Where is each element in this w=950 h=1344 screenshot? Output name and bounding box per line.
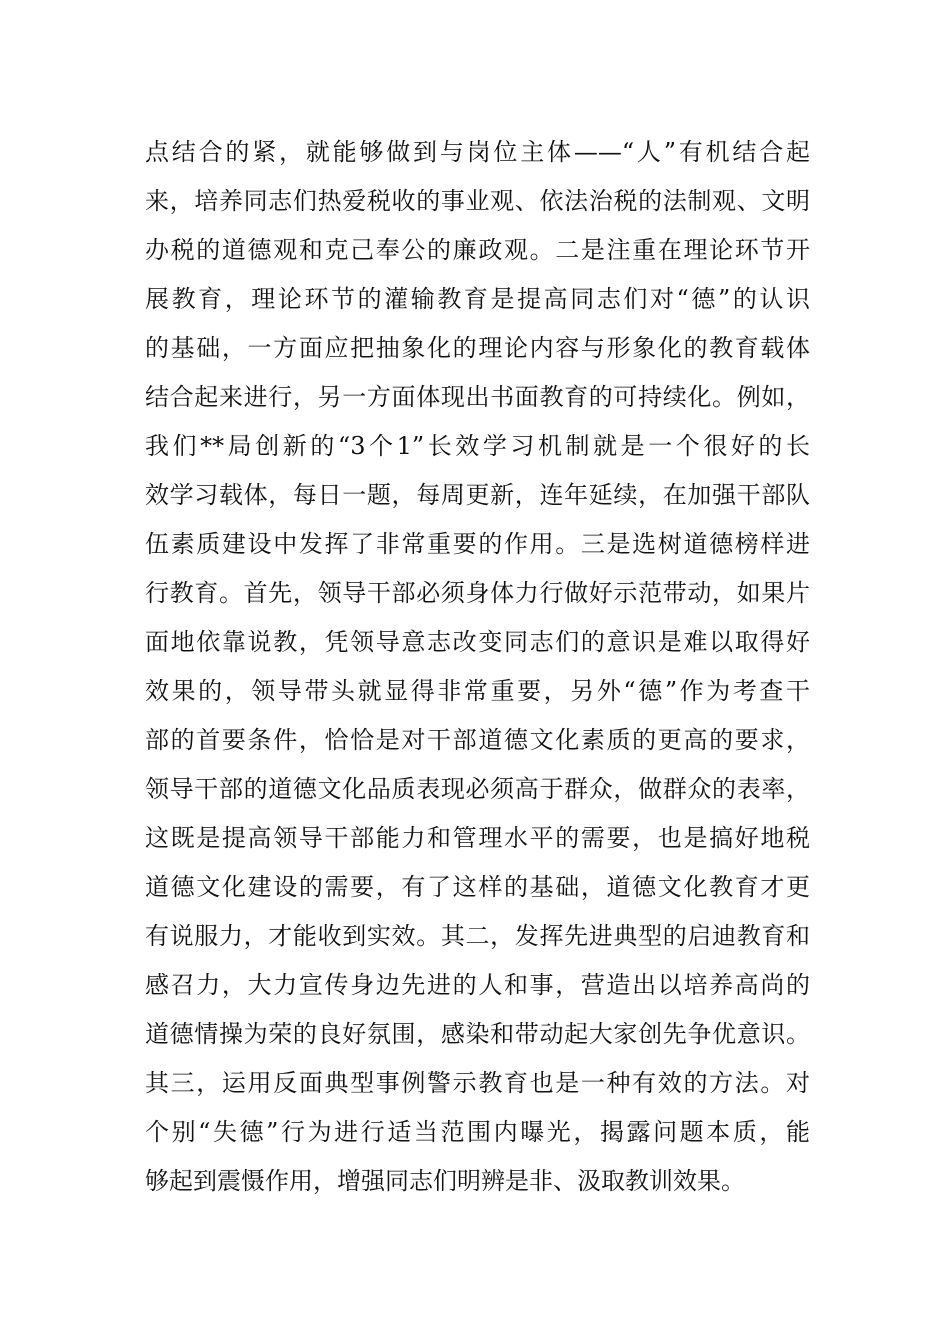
- text-line-18: 感召力，大力宣传身边先进的人和事，营造出以培养高尚的: [145, 971, 810, 999]
- text-line-4: 展教育，理论环节的灌输教育是提高同志们对“德”的认识: [145, 285, 810, 313]
- text-line-1: 点结合的紧，就能够做到与岗位主体——“人”有机结合起: [145, 138, 810, 166]
- text-line-19: 道德情操为荣的良好氛围，感染和带动起大家创先争优意识。: [145, 1020, 810, 1048]
- text-line-8: 效学习载体，每日一题，每周更新，连年延续，在加强干部队: [145, 481, 810, 509]
- text-line-15: 这既是提高领导干部能力和管理水平的需要，也是搞好地税: [145, 824, 810, 852]
- text-line-21: 个别“失德”行为进行适当范围内曝光，揭露问题本质，能: [145, 1118, 810, 1146]
- text-line-11: 面地依靠说教，凭领导意志改变同志们的意识是难以取得好: [145, 628, 810, 656]
- text-line-22: 够起到震慑作用，增强同志们明辨是非、汲取教训效果。: [145, 1167, 745, 1195]
- text-line-6: 结合起来进行，另一方面体现出书面教育的可持续化。例如，: [145, 383, 810, 411]
- text-line-13: 部的首要条件，恰恰是对干部道德文化素质的更高的要求，: [145, 726, 810, 754]
- text-line-20: 其三，运用反面典型事例警示教育也是一种有效的方法。对: [145, 1069, 810, 1097]
- text-line-5: 的基础，一方面应把抽象化的理论内容与形象化的教育载体: [145, 334, 810, 362]
- text-line-2: 来，培养同志们热爱税收的事业观、依法治税的法制观、文明: [145, 187, 810, 215]
- text-line-3: 办税的道德观和克己奉公的廉政观。二是注重在理论环节开: [145, 236, 810, 264]
- text-line-12: 效果的，领导带头就显得非常重要，另外“德”作为考查干: [145, 677, 810, 705]
- text-line-7: 我们**局创新的“3个1”长效学习机制就是一个很好的长: [145, 432, 810, 460]
- text-line-17: 有说服力，才能收到实效。其二，发挥先进典型的启迪教育和: [145, 922, 810, 950]
- text-line-16: 道德文化建设的需要，有了这样的基础，道德文化教育才更: [145, 873, 810, 901]
- text-line-9: 伍素质建设中发挥了非常重要的作用。三是选树道德榜样进: [145, 530, 810, 558]
- text-line-10: 行教育。首先，领导干部必须身体力行做好示范带动，如果片: [145, 579, 810, 607]
- body-paragraph: [145, 128, 810, 1206]
- text-line-14: 领导干部的道德文化品质表现必须高于群众，做群众的表率，: [145, 775, 810, 803]
